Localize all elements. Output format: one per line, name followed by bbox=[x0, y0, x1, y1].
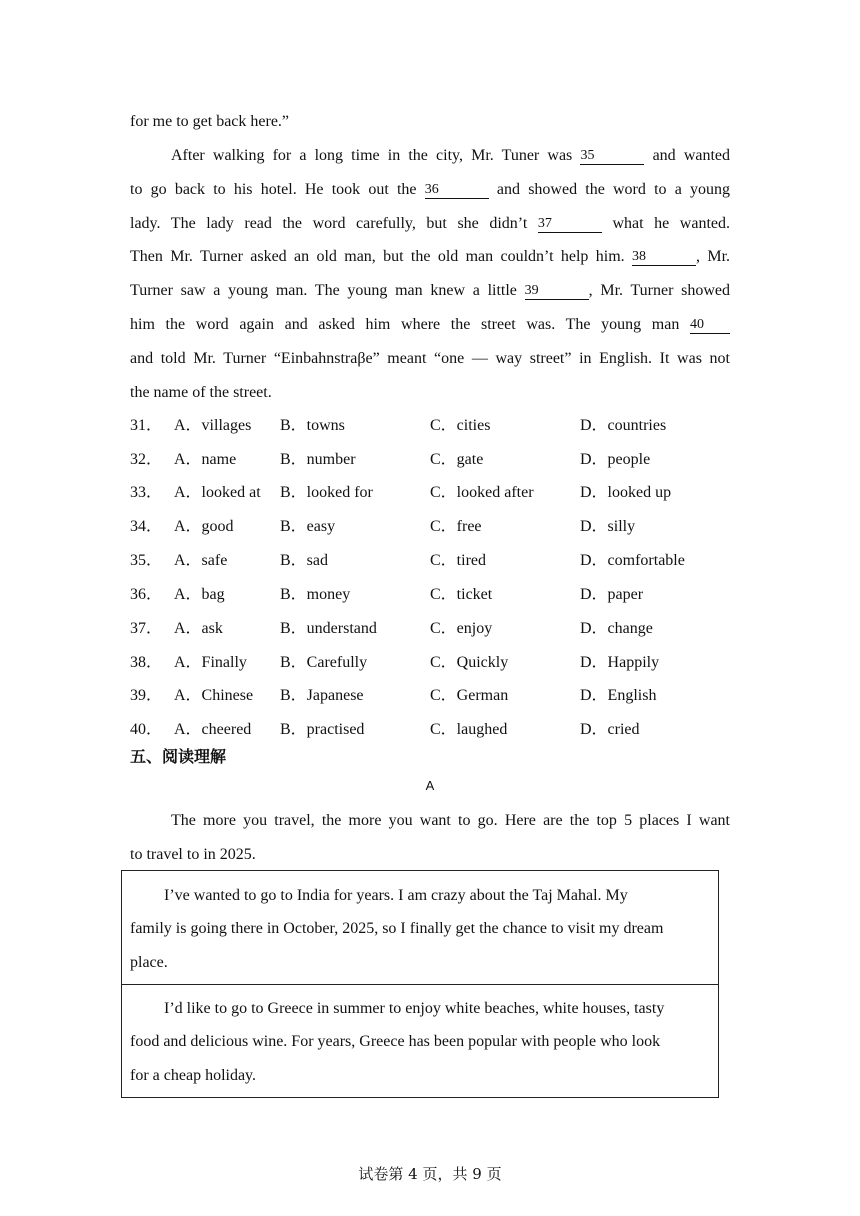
places-table bbox=[121, 870, 719, 1098]
option-c: C．ticket bbox=[430, 586, 493, 603]
option-c: C．looked after bbox=[430, 484, 534, 501]
option-a: A．bag bbox=[174, 586, 225, 603]
blank-39: 39 bbox=[525, 283, 589, 300]
option-d: D．countries bbox=[580, 417, 667, 434]
blank-36: 36 bbox=[425, 182, 489, 199]
question-number: 36． bbox=[130, 586, 163, 603]
intro-line-1: The more you travel, the more you want to go. Here are the top 5 places I want bbox=[171, 812, 730, 829]
option-c: C．gate bbox=[430, 451, 484, 468]
option-b: B．number bbox=[280, 451, 356, 468]
option-a: A．safe bbox=[174, 552, 228, 569]
india-line-3: place. bbox=[130, 954, 168, 971]
question-number: 35． bbox=[130, 552, 163, 569]
option-b: B．looked for bbox=[280, 484, 373, 501]
question-31 bbox=[130, 416, 770, 436]
option-d: D．people bbox=[580, 451, 651, 468]
greece-line-3: for a cheap holiday. bbox=[130, 1067, 257, 1084]
option-d: D．comfortable bbox=[580, 552, 685, 569]
option-c: C．Quickly bbox=[430, 654, 509, 671]
option-b: B．easy bbox=[280, 518, 336, 535]
question-number: 31． bbox=[130, 417, 163, 434]
option-c: C．tired bbox=[430, 552, 486, 569]
question-number: 38． bbox=[130, 654, 163, 671]
table-divider bbox=[122, 984, 718, 985]
passage-line-5: Turner saw a young man. The young man knew a little 39 , Mr. Turner showed bbox=[130, 282, 731, 299]
option-b: B．money bbox=[280, 586, 351, 603]
passage-line-0: for me to get back here.” bbox=[130, 113, 290, 130]
question-39 bbox=[130, 686, 770, 706]
option-c: C．German bbox=[430, 687, 509, 704]
option-a: A．looked at bbox=[174, 484, 261, 501]
option-c: C．cities bbox=[430, 417, 491, 434]
option-b: B．sad bbox=[280, 552, 329, 569]
page-footer: 试卷第 4 页，共 9 页 bbox=[358, 1165, 502, 1183]
passage-line-1: After walking for a long time in the city, Mr. Tuner was 35 and wanted bbox=[171, 147, 731, 164]
option-b: B．Carefully bbox=[280, 654, 368, 671]
option-b: B．Japanese bbox=[280, 687, 364, 704]
section-title: 五、阅读理解 bbox=[130, 747, 227, 766]
question-37 bbox=[130, 619, 770, 639]
option-d: D．cried bbox=[580, 721, 640, 738]
question-38 bbox=[130, 653, 770, 673]
question-number: 32． bbox=[130, 451, 163, 468]
greece-line-2: food and delicious wine. For years, Greece has been popular with people who look bbox=[130, 1033, 661, 1050]
option-a: A．Finally bbox=[174, 654, 247, 671]
question-number: 40． bbox=[130, 721, 163, 738]
passage-line-6: him the word again and asked him where the street was. The young man 40 bbox=[130, 315, 730, 335]
question-number: 34． bbox=[130, 518, 163, 535]
option-a: A．name bbox=[174, 451, 237, 468]
question-33 bbox=[130, 483, 770, 503]
option-a: A．villages bbox=[174, 417, 252, 434]
option-a: A．good bbox=[174, 518, 234, 535]
question-35 bbox=[130, 551, 770, 571]
india-line-2: family is going there in October, 2025, so I finally get the chance to visit my dream bbox=[130, 920, 664, 937]
option-a: A．Chinese bbox=[174, 687, 254, 704]
option-d: D．change bbox=[580, 620, 653, 637]
blank-35: 35 bbox=[580, 148, 644, 165]
question-number: 39． bbox=[130, 687, 163, 704]
option-d: D．Happily bbox=[580, 654, 660, 671]
option-d: D．English bbox=[580, 687, 657, 704]
question-34 bbox=[130, 517, 770, 537]
option-c: C．laughed bbox=[430, 721, 508, 738]
option-c: C．enjoy bbox=[430, 620, 493, 637]
passage-line-7: and told Mr. Turner “Einbahnstraβe” meant “one — way street” in English. It was not bbox=[130, 350, 730, 367]
passage-line-2: to go back to his hotel. He took out the 36 and showed the word to a young bbox=[130, 181, 730, 198]
greece-line-1: I’d like to go to Greece in summer to enjoy white beaches, white houses, tasty bbox=[164, 1000, 665, 1017]
question-40 bbox=[130, 720, 770, 740]
blank-37: 37 bbox=[538, 216, 602, 233]
question-number: 33． bbox=[130, 484, 163, 501]
option-a: A．cheered bbox=[174, 721, 252, 738]
blank-40: 40 bbox=[690, 317, 730, 334]
option-b: B．understand bbox=[280, 620, 377, 637]
passage-line-4: Then Mr. Turner asked an old man, but the old man couldn’t help him. 38 , Mr. bbox=[130, 248, 731, 265]
option-d: D．paper bbox=[580, 586, 644, 603]
option-b: B．practised bbox=[280, 721, 365, 738]
option-d: D．looked up bbox=[580, 484, 672, 501]
intro-line-2: to travel to in 2025. bbox=[130, 846, 256, 863]
question-32 bbox=[130, 450, 770, 470]
passage-line-3: lady. The lady read the word carefully, but she didn’t 37 what he wanted. bbox=[130, 215, 731, 232]
option-a: A．ask bbox=[174, 620, 223, 637]
question-36 bbox=[130, 585, 770, 605]
option-b: B．towns bbox=[280, 417, 345, 434]
india-line-1: I’ve wanted to go to India for years. I am crazy about the Taj Mahal. My bbox=[164, 887, 628, 904]
option-c: C．free bbox=[430, 518, 482, 535]
passage-line-8: the name of the street. bbox=[130, 384, 272, 401]
passage-subheading: A bbox=[425, 778, 435, 793]
option-d: D．silly bbox=[580, 518, 636, 535]
blank-38: 38 bbox=[632, 249, 696, 266]
question-number: 37． bbox=[130, 620, 163, 637]
